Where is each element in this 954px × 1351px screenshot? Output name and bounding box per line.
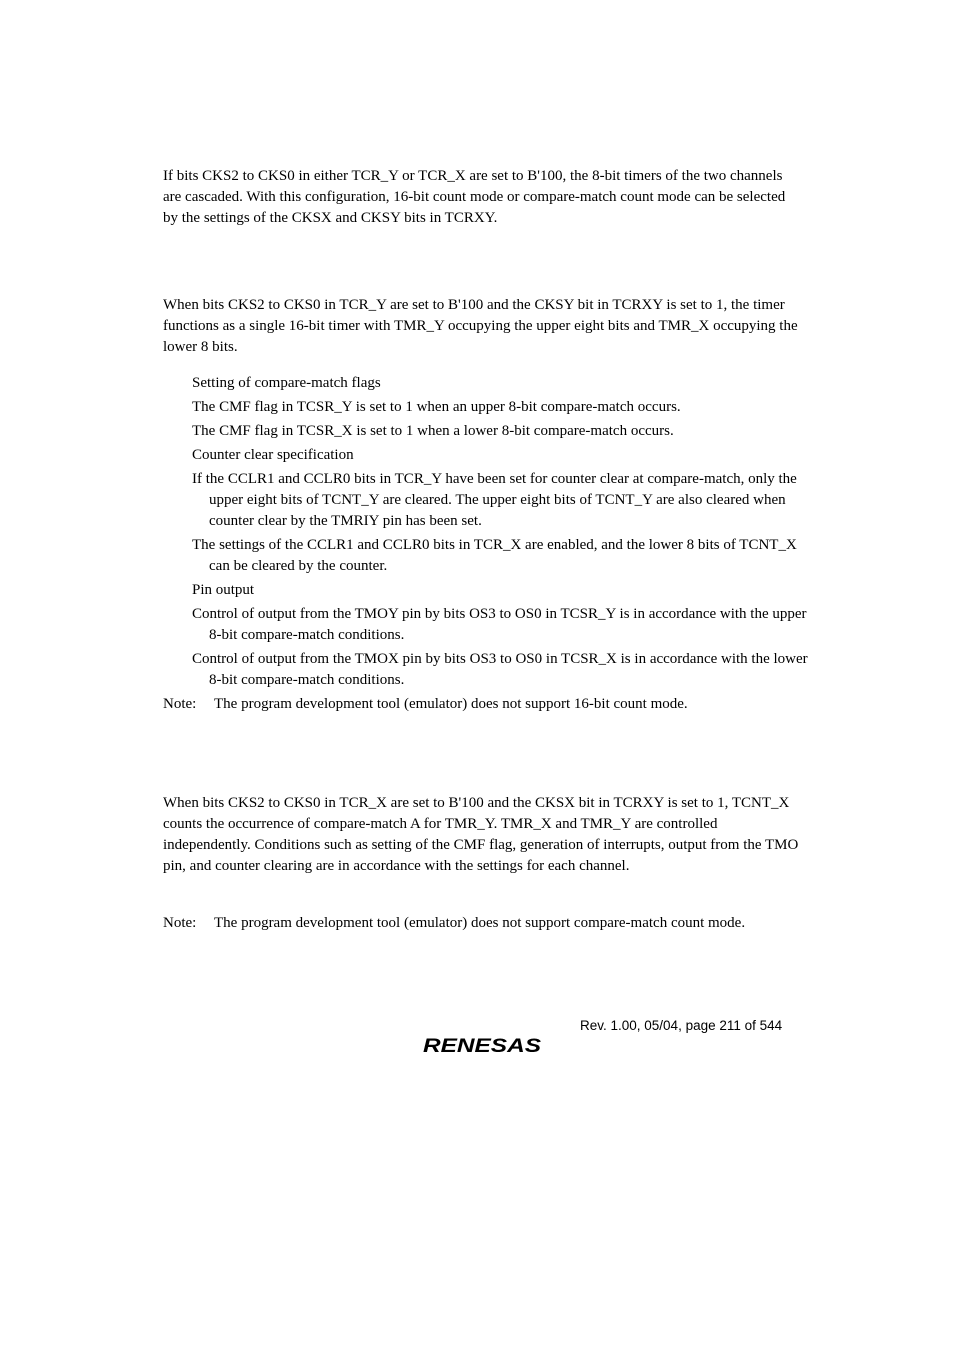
- compare-match-mode-paragraph: When bits CKS2 to CKS0 in TCR_X are set to B'100 and the CKSX bit in TCRXY is set to 1, TCNT_X counts the occurrence of compare-match A for TMR_Y. TMR_X and TMR_Y are controlled independently. Conditions such as setting of the CMF flag, generation of interrupts, output from the TMO pin, and counter clearing are in accordance with the settings for each channel.: [163, 795, 799, 874]
- note-label: Note:: [163, 915, 197, 931]
- note-compare-match: [163, 913, 803, 934]
- list-item: Counter clear specification: [192, 447, 354, 463]
- note-text: The program development tool (emulator) does not support 16-bit count mode.: [214, 696, 688, 712]
- list-item: If the CCLR1 and CCLR0 bits in TCR_Y have been set for counter clear at compare-match, only the upper eight bits of TCNT_Y are cleared. The upper eight bits of TCNT_Y are also cleared when counter clear by the TMRIY pin has been set.: [192, 471, 797, 529]
- list-item: The settings of the CCLR1 and CCLR0 bits in TCR_X are enabled, and the lower 8 bits of TCNT_X can be cleared by the counter.: [192, 537, 797, 574]
- note-16bit: [163, 694, 803, 715]
- list-item: The CMF flag in TCSR_Y is set to 1 when an upper 8-bit compare-match occurs.: [192, 399, 681, 415]
- list-item: Pin output: [192, 582, 255, 598]
- logo-text: RENESAS: [423, 1036, 542, 1057]
- renesas-logo: [421, 1035, 543, 1057]
- list-item: Setting of compare-match flags: [192, 375, 381, 391]
- sixteen-bit-mode-paragraph: When bits CKS2 to CKS0 in TCR_Y are set to B'100 and the CKSY bit in TCRXY is set to 1, the timer functions as a single 16-bit timer with TMR_Y occupying the upper eight bits and TMR_X occupying the lower 8 bits.: [163, 297, 798, 355]
- list-item: Control of output from the TMOX pin by bits OS3 to OS0 in TCSR_X is in accordance with the lower 8-bit compare-match conditions.: [192, 651, 808, 688]
- page-info: Rev. 1.00, 05/04, page 211 of 544: [580, 1018, 783, 1033]
- list-item: The CMF flag in TCSR_X is set to 1 when a lower 8-bit compare-match occurs.: [192, 423, 674, 439]
- list-item: Control of output from the TMOY pin by bits OS3 to OS0 in TCSR_Y is in accordance with the upper 8-bit compare-match conditions.: [192, 606, 807, 643]
- intro-paragraph: If bits CKS2 to CKS0 in either TCR_Y or TCR_X are set to B'100, the 8-bit timers of the two channels are cascaded. With this configuration, 16-bit count mode or compare-match count mode can be selected by the settings of the CKSX and CKSY bits in TCRXY.: [163, 168, 786, 226]
- note-text: The program development tool (emulator) does not support compare-match count mode.: [214, 915, 746, 931]
- note-label: Note:: [163, 696, 197, 712]
